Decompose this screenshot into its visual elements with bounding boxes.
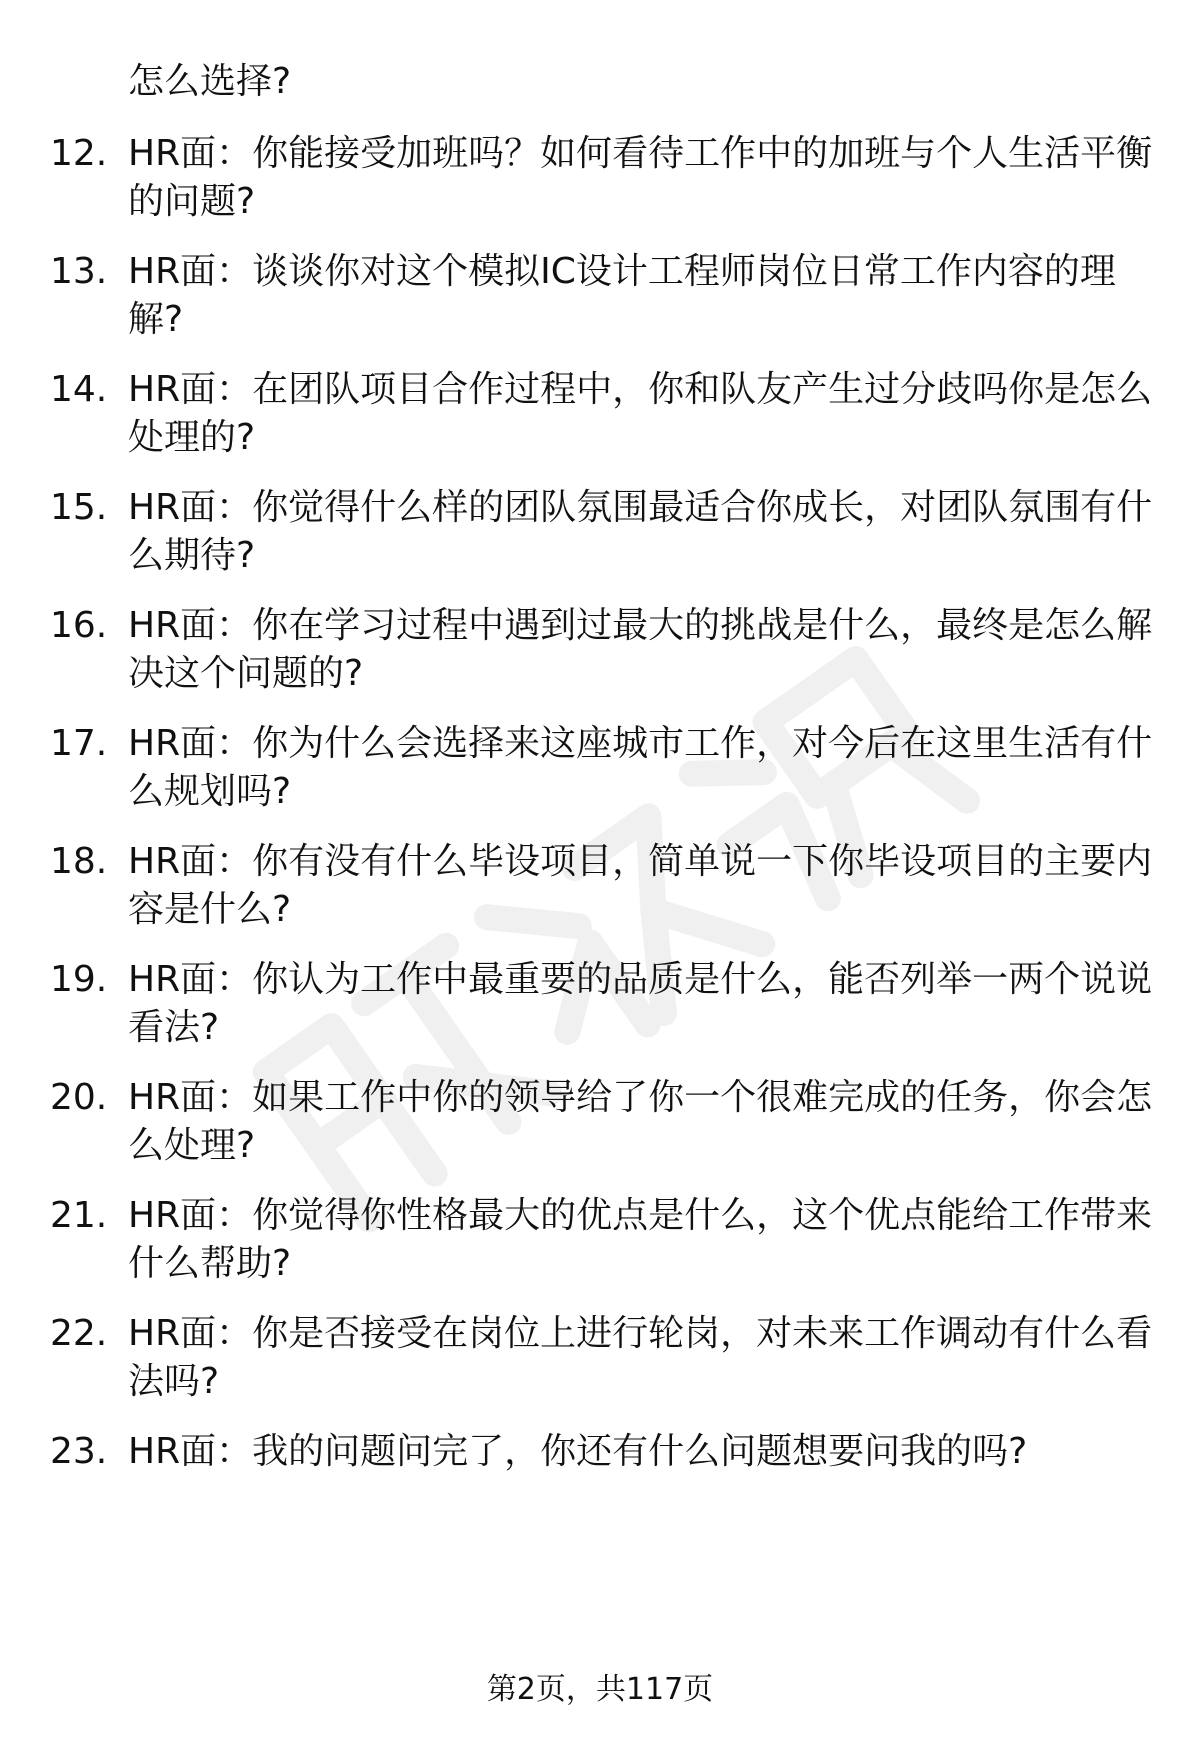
question-item-13 (0, 248, 1200, 348)
question-number: 17. (50, 723, 108, 764)
question-number: 19. (50, 959, 108, 1000)
question-item-12 (0, 130, 1200, 230)
question-number: 15. (50, 487, 108, 528)
question-item-23 (0, 1428, 1200, 1528)
question-text-line1: HR面：我的问题问完了，你还有什么问题想要问我的吗? (128, 1431, 1028, 1472)
question-item-22 (0, 1310, 1200, 1410)
question-text-line2: 法吗? (128, 1361, 220, 1402)
question-text-line1: HR面：在团队项目合作过程中，你和队友产生过分歧吗你是怎么 (128, 369, 1153, 410)
question-text-line2: 的问题? (128, 181, 256, 222)
question-item-19 (0, 956, 1200, 1056)
question-number: 22. (50, 1313, 108, 1354)
question-item-14 (0, 366, 1200, 466)
question-text-line2: 么处理? (128, 1125, 256, 1166)
question-text-line2: 决这个问题的? (128, 653, 364, 694)
question-item-17 (0, 720, 1200, 820)
question-item-18 (0, 838, 1200, 938)
question-number: 20. (50, 1077, 108, 1118)
continuation-text: 怎么选择? (128, 61, 292, 102)
question-text-line1: HR面：你觉得什么样的团队氛围最适合你成长，对团队氛围有什 (128, 487, 1153, 528)
question-text-line1: HR面：你在学习过程中遇到过最大的挑战是什么，最终是怎么解 (128, 605, 1153, 646)
question-number: 14. (50, 369, 108, 410)
question-number: 18. (50, 841, 108, 882)
question-item-15 (0, 484, 1200, 584)
watermark-text: 职业资讯 (603, 940, 607, 941)
question-text-line2: 容是什么? (128, 889, 292, 930)
question-text-line1: HR面：你是否接受在岗位上进行轮岗，对未来工作调动有什么看 (128, 1313, 1153, 1354)
question-number: 23. (50, 1431, 108, 1472)
question-text-line1: HR面：你能接受加班吗？如何看待工作中的加班与个人生活平衡 (128, 133, 1153, 174)
page-footer: 第2页，共117页 (486, 1672, 714, 1707)
question-text-line2: 么期待? (128, 535, 256, 576)
question-number: 16. (50, 605, 108, 646)
question-number: 13. (50, 251, 108, 292)
question-item-16 (0, 602, 1200, 702)
question-text-line2: 解? (128, 299, 184, 340)
question-text-line2: 么规划吗? (128, 771, 292, 812)
question-text-line2: 处理的? (128, 417, 256, 458)
question-number: 21. (50, 1195, 108, 1236)
question-text-line1: HR面：谈谈你对这个模拟IC设计工程师岗位日常工作内容的理 (128, 251, 1116, 292)
question-item-20 (0, 1074, 1200, 1174)
question-text-line1: HR面：你认为工作中最重要的品质是什么，能否列举一两个说说 (128, 959, 1153, 1000)
question-text-line1: HR面：如果工作中你的领导给了你一个很难完成的任务，你会怎 (128, 1077, 1153, 1118)
question-text-line1: HR面：你有没有什么毕设项目，简单说一下你毕设项目的主要内 (128, 841, 1153, 882)
question-text-line1: HR面：你觉得你性格最大的优点是什么，这个优点能给工作带来 (128, 1195, 1153, 1236)
question-number: 12. (50, 133, 108, 174)
question-text-line2: 什么帮助? (128, 1243, 292, 1284)
question-text-line1: HR面：你为什么会选择来这座城市工作，对今后在这里生活有什 (128, 723, 1153, 764)
question-item-21 (0, 1192, 1200, 1292)
question-text-line2: 看法? (128, 1007, 220, 1048)
